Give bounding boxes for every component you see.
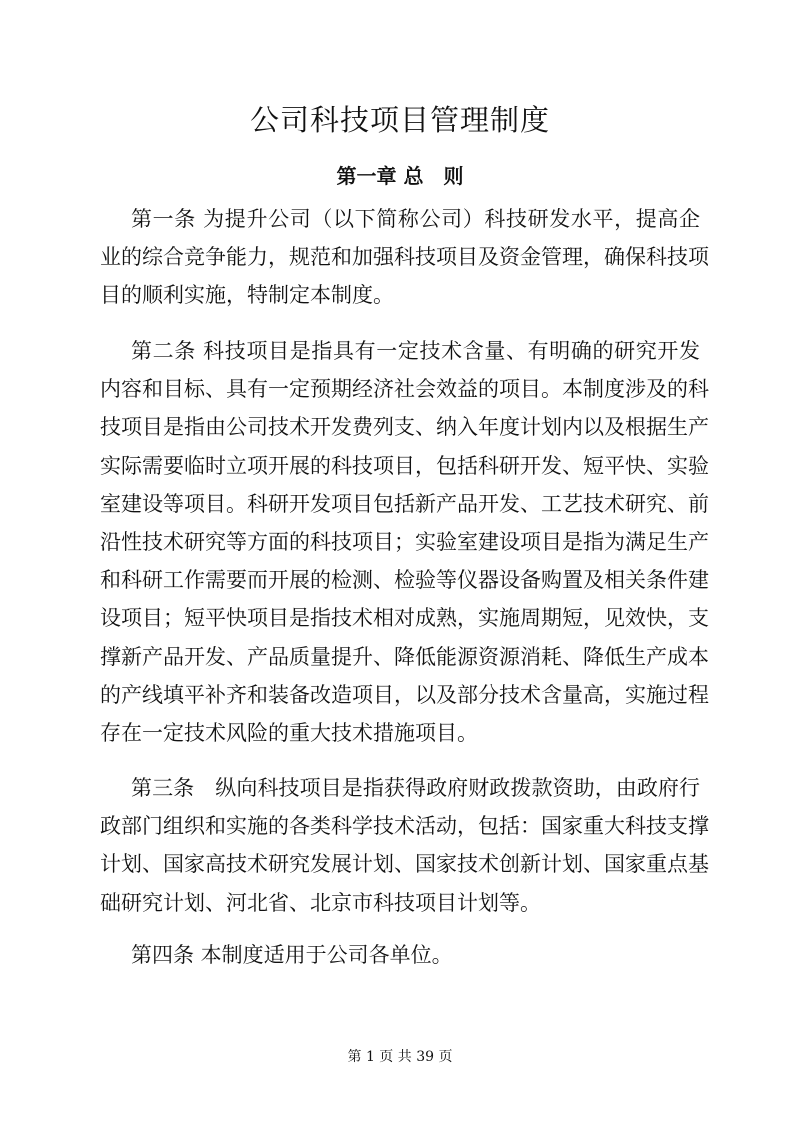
chapter-heading-text: 第一章 总 则 — [336, 164, 464, 188]
paragraph-line: 目的顺利实施，特制定本制度。 — [100, 283, 394, 308]
paragraph-line: 内容和目标、具有一定预期经济社会效益的项目。本制度涉及的科 — [100, 377, 709, 402]
document-title: 公司科技项目管理制度 — [249, 103, 550, 137]
paragraph-line: 的产线填平补齐和装备改造项目，以及部分技术含量高，实施过程 — [100, 682, 709, 707]
paragraph-line: 撑新产品开发、产品质量提升、降低能源资源消耗、降低生产成本 — [100, 644, 709, 669]
paragraph-line: 础研究计划、河北省、北京市科技项目计划等。 — [100, 890, 541, 915]
paragraph-line: 计划、国家高技术研究发展计划、国家技术创新计划、国家重点基 — [100, 852, 709, 877]
paragraph-line: 政部门组织和实施的各类科学技术活动，包括：国家重大科技支撑 — [100, 814, 709, 839]
paragraph-line: 业的综合竞争能力，规范和加强科技项目及资金管理，确保科技项 — [100, 245, 709, 270]
paragraph-line: 第一条 为提升公司（以下简称公司）科技研发水平，提高企 — [131, 207, 700, 231]
paragraph-line: 第四条 本制度适用于公司各单位。 — [131, 943, 453, 967]
paragraph-line: 第三条 纵向科技项目是指获得政府财政拨款资助，由政府行 — [131, 776, 700, 800]
page-footer: 第 1 页 共 39 页 — [347, 1049, 453, 1065]
paragraph-line: 沿性技术研究等方面的科技项目；实验室建设项目是指为满足生产 — [100, 530, 709, 554]
paragraph-line: 技项目是指由公司技术开发费列支、纳入年度计划内以及根据生产 — [100, 415, 709, 440]
paragraph-line: 设项目；短平快项目是指技术相对成熟，实施周期短，见效快，支 — [100, 606, 709, 631]
paragraph-line: 实际需要临时立项开展的科技项目，包括科研开发、短平快、实验 — [100, 453, 709, 478]
paragraph-line: 和科研工作需要而开展的检测、检验等仪器设备购置及相关条件建 — [100, 568, 709, 593]
chapter-heading — [0, 160, 800, 189]
paragraph-line: 存在一定技术风险的重大技术措施项目。 — [100, 721, 478, 745]
paragraph-line: 第二条 科技项目是指具有一定技术含量、有明确的研究开发 — [131, 339, 700, 363]
paragraph-line: 室建设等项目。科研开发项目包括新产品开发、工艺技术研究、前 — [100, 491, 709, 516]
